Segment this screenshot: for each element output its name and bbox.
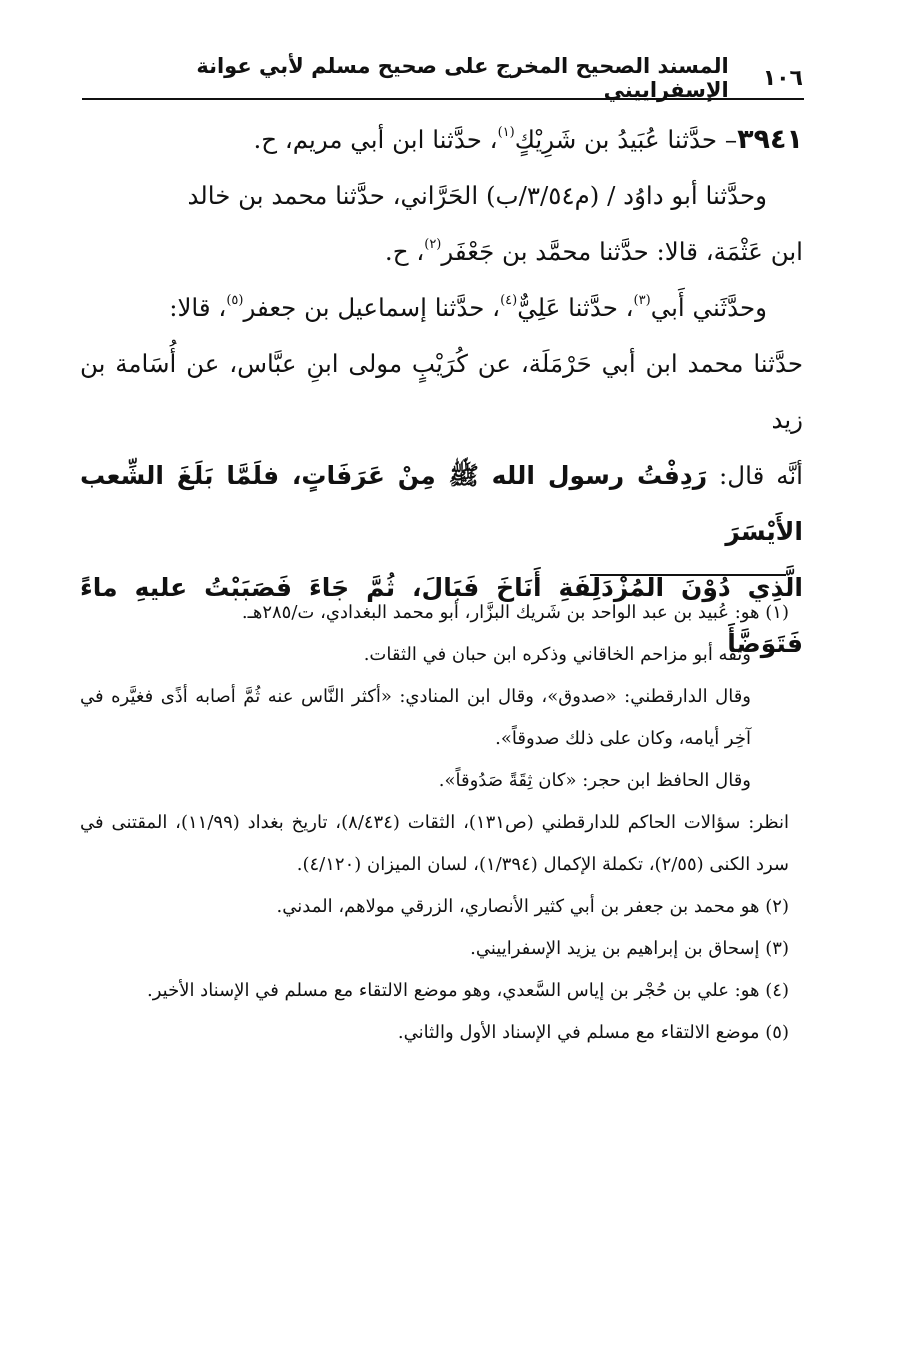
footnote-1-line: وثقه أبو مزاحم الخاقاني وذكره ابن حبان في الثقات.	[363, 644, 751, 665]
footnote-ref: (٥)	[226, 293, 244, 308]
hadith-line-4	[80, 280, 803, 336]
hadith-text-span: ، حدَّثنا عَلِيٌّ	[517, 293, 634, 322]
hadith-number: ٣٩٤١	[737, 124, 803, 155]
hadith-line-6	[80, 448, 803, 560]
footnote-4: (٤) هو: علي بن حُجْر بن إياس السَّعدي، وهو موضع الالتقاء مع مسلم في الإسناد الأخير.	[146, 980, 789, 1001]
hadith-text-span: ، قالا:	[169, 293, 227, 322]
footnote-1-line: وقال الدارقطني: «صدوق»، وقال ابن المنادي: «أكثر النَّاس عنه ثُمَّ أصابه أذًى فغيَّره في آخِر أيامه، وكان على ذلك صدوقاً».	[80, 686, 751, 749]
hadith-line-2: وحدَّثنا أبو داوُد / (م٣/٥٤/ب) الحَرَّاني، حدَّثنا محمد بن خالد	[187, 181, 767, 210]
footnote-2: (٢) هو محمد بن جعفر بن أبي كثير الأنصاري، الزرقي مولاهم، المدني.	[276, 896, 789, 917]
hadith-line-7: الَّذِي دُوْنَ المُزْدَلِفَةِ أَنَاخَ فَبَالَ، ثُمَّ جَاءَ فَصَبَبْتُ عليهِ ماءً فَتَوَضَّأَ	[80, 573, 803, 658]
hadith-text-span: أنَّه قال:	[707, 461, 803, 490]
footnotes	[80, 592, 789, 1054]
footnote-5: (٥) موضع الالتقاء مع مسلم في الإسناد الأول والثاني.	[397, 1022, 789, 1043]
footnote-3: (٣) إسحاق بن إبراهيم بن يزيد الإسفراييني.	[470, 938, 789, 959]
footnote-1-references: انظر: سؤالات الحاكم للدارقطني (ص١٣١)، الثقات (٨/٤٣٤)، تاريخ بغداد (١١/٩٩)، المقتنى في سرد الكنى (٢/٥٥)، تكملة الإكمال (١/٣٩٤)، لسان الميزان (٤/١٢٠).	[80, 812, 790, 875]
hadith-text-span: ابن عَثْمَة، قالا: حدَّثنا محمَّد بن جَعْفَر	[441, 237, 803, 266]
page-header	[140, 54, 803, 102]
hadith-text-span: وحدَّثَني أَبي	[650, 293, 767, 322]
hadith-line-3	[80, 224, 803, 280]
hadith-text-span: ، ح.	[384, 237, 425, 266]
footnote-separator	[590, 574, 786, 576]
footnote-ref: (٣)	[633, 293, 651, 308]
hadith-text	[80, 112, 803, 672]
header-rule	[82, 98, 804, 100]
page-number: ١٠٦	[762, 65, 803, 91]
hadith-text-span: ، حدَّثنا ابن أبي مريم، ح.	[253, 125, 498, 154]
footnote-1-line: وقال الحافظ ابن حجر: «كان ثِقَةً صَدُوقاً».	[438, 770, 751, 791]
hadith-text-span: ، حدَّثنا إسماعيل بن جعفر	[243, 293, 501, 322]
footnote-ref: (١)	[497, 125, 515, 140]
hadith-line-5: حدَّثنا محمد ابن أبي حَرْمَلَة، عن كُرَيْبٍ مولى ابنِ عبَّاس، عن أُسَامة بن زيد	[80, 349, 803, 434]
footnote-ref: (٢)	[424, 237, 442, 252]
footnote-1: (١) هو: عُبيد بن عبد الواحد بن شَريك البزَّار، أبو محمد البغدادي، ت/٢٨٥هـ.	[241, 602, 789, 623]
footnote-ref: (٤)	[500, 293, 518, 308]
matn-text: رَدِفْتُ رسول الله ﷺ مِنْ عَرَفَاتٍ، فلَمَّا بَلَغَ الشِّعب الأَيْسَرَ	[80, 461, 803, 546]
hadith-line-1	[80, 112, 803, 168]
hadith-text-span: – حدَّثنا عُبَيدُ بن شَرِيْكٍ	[514, 125, 738, 154]
running-title: المسند الصحيح المخرج على صحيح مسلم لأبي عوانة الإسفراييني	[196, 54, 729, 102]
